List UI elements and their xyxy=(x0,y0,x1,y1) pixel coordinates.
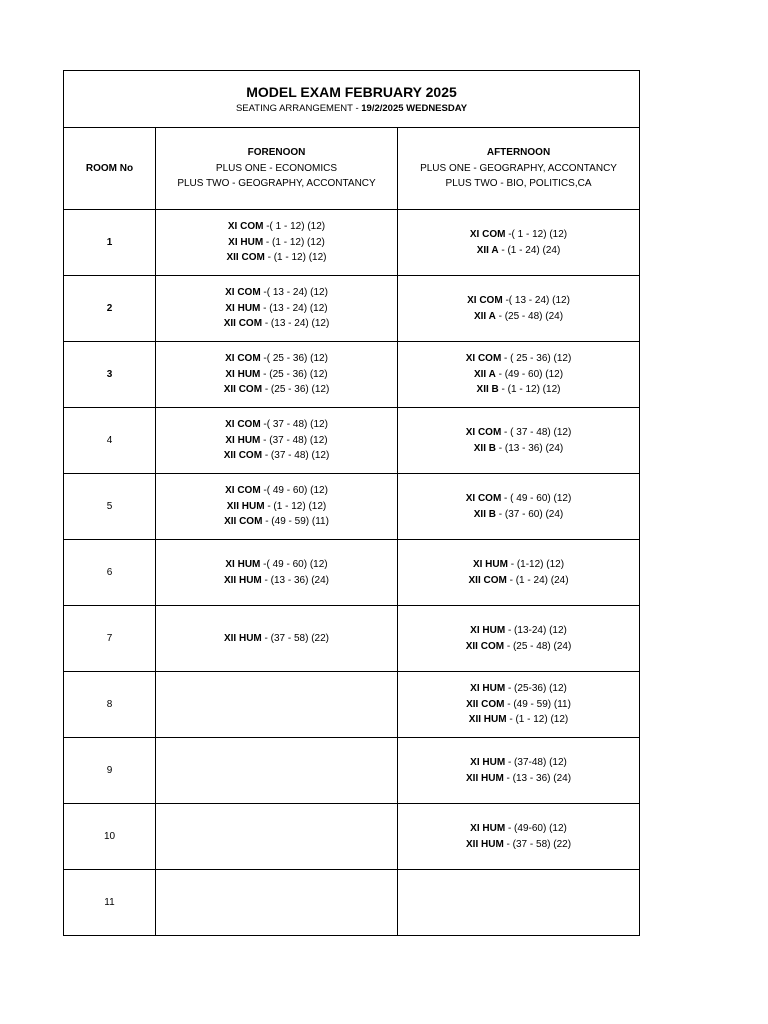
class-name: XI HUM xyxy=(472,559,508,570)
seat-range: -( 13 - 24) (12) xyxy=(502,295,570,306)
class-name: XII COM xyxy=(466,698,505,710)
seat-range: - (1 - 24) (24) xyxy=(506,574,569,586)
allocation-line xyxy=(402,697,635,713)
seat-range: - (1 - 12) (12) xyxy=(264,500,327,512)
afternoon-line2: PLUS TWO - BIO, POLITICS,CA xyxy=(445,178,592,190)
room-row xyxy=(64,474,640,540)
class-name: XI HUM xyxy=(225,434,261,446)
forenoon-allocation-cell xyxy=(156,804,398,870)
seat-range: - (1 - 12) (12) xyxy=(506,714,569,726)
class-name: XII HUM xyxy=(223,632,262,644)
allocation-line xyxy=(402,243,635,259)
room-number: 7 xyxy=(64,606,156,672)
room-number: 5 xyxy=(64,474,156,540)
room-row xyxy=(64,408,640,474)
allocation-line xyxy=(402,382,635,398)
room-number: 9 xyxy=(64,738,156,804)
afternoon-allocation-cell xyxy=(398,342,640,408)
forenoon-allocation-cell xyxy=(156,672,398,738)
seat-range: - (1 - 12) (12) xyxy=(264,252,327,264)
seat-range: - (13 - 24) (12) xyxy=(260,302,328,314)
afternoon-allocation-cell xyxy=(398,276,640,342)
forenoon-allocation-cell xyxy=(156,276,398,342)
forenoon-allocation-cell xyxy=(156,606,398,672)
class-name: XII HUM xyxy=(466,838,504,850)
seat-range: - (13 - 36) (24) xyxy=(261,574,330,586)
afternoon-allocation-cell xyxy=(398,408,640,474)
forenoon-allocation-cell xyxy=(156,870,398,936)
room-row xyxy=(64,342,640,408)
class-name: XII B xyxy=(473,442,496,454)
room-number: 4 xyxy=(64,408,156,474)
forenoon-allocation-cell xyxy=(156,342,398,408)
seat-range: - (37 - 60) (24) xyxy=(496,508,564,520)
forenoon-label: FORENOON xyxy=(247,147,306,159)
header-room: ROOM No xyxy=(64,128,156,210)
room-row xyxy=(64,540,640,606)
room-number: 2 xyxy=(64,276,156,342)
allocation-line xyxy=(160,285,393,301)
class-name: XII COM xyxy=(226,252,265,264)
room-number: 1 xyxy=(64,210,156,276)
forenoon-allocation-cell xyxy=(156,738,398,804)
class-name: XI HUM xyxy=(225,559,261,570)
class-name: XII A xyxy=(473,310,496,322)
allocation-line xyxy=(160,367,393,383)
class-name: XI COM xyxy=(225,485,261,497)
seating-table xyxy=(63,70,640,936)
afternoon-allocation-cell xyxy=(398,606,640,672)
class-name: XII A xyxy=(476,244,499,256)
class-name: XI COM xyxy=(225,353,261,365)
allocation-line xyxy=(402,309,635,325)
class-name: XII HUM xyxy=(466,772,504,784)
allocation-line xyxy=(402,623,635,639)
afternoon-line1: PLUS ONE - GEOGRAPHY, ACCONTANCY xyxy=(420,162,617,174)
forenoon-allocation-cell xyxy=(156,210,398,276)
allocation-line xyxy=(402,491,635,507)
exam-subtitle xyxy=(68,102,635,116)
room-number: 10 xyxy=(64,804,156,870)
forenoon-allocation-cell xyxy=(156,408,398,474)
afternoon-allocation-cell xyxy=(398,738,640,804)
allocation-line xyxy=(160,514,393,530)
class-name: XI COM xyxy=(225,287,261,299)
afternoon-allocation-cell xyxy=(398,672,640,738)
allocation-line xyxy=(402,837,635,853)
seat-range: - ( 25 - 36) (12) xyxy=(501,353,572,365)
room-row xyxy=(64,672,640,738)
seat-range: - (25 - 48) (24) xyxy=(504,640,572,652)
seat-range: - (25 - 36) (12) xyxy=(262,384,330,396)
seat-range: - ( 37 - 48) (12) xyxy=(501,427,572,438)
class-name: XII B xyxy=(473,508,496,520)
allocation-line xyxy=(160,382,393,398)
allocation-line xyxy=(160,433,393,449)
allocation-line xyxy=(160,250,393,266)
class-name: XI HUM xyxy=(225,302,261,314)
class-name: XI COM xyxy=(467,295,503,306)
room-row xyxy=(64,210,640,276)
afternoon-allocation-cell xyxy=(398,870,640,936)
room-row xyxy=(64,738,640,804)
room-row xyxy=(64,804,640,870)
class-name: XII HUM xyxy=(226,500,265,512)
class-name: XII B xyxy=(476,384,499,396)
seat-range: - (25 - 36) (12) xyxy=(260,368,328,380)
class-name: XII COM xyxy=(465,640,505,652)
allocation-line xyxy=(160,219,393,235)
afternoon-allocation-cell xyxy=(398,474,640,540)
seat-range: - (37 - 58) (22) xyxy=(503,838,572,850)
seat-range: -( 13 - 24) (12) xyxy=(260,287,328,299)
room-number: 11 xyxy=(64,870,156,936)
afternoon-allocation-cell xyxy=(398,540,640,606)
seat-range: -( 1 - 12) (12) xyxy=(263,221,326,233)
seat-range: - (37 - 48) (12) xyxy=(262,450,330,462)
allocation-line xyxy=(160,235,393,251)
class-name: XII A xyxy=(473,368,496,380)
seat-range: -( 49 - 60) (12) xyxy=(260,485,328,497)
class-name: XI COM xyxy=(225,419,261,431)
room-row xyxy=(64,870,640,936)
afternoon-label: AFTERNOON xyxy=(486,147,551,159)
class-name: XI HUM xyxy=(225,368,261,380)
header-row xyxy=(64,128,640,210)
seat-range: -( 1 - 12) (12) xyxy=(505,229,568,240)
class-name: XI HUM xyxy=(470,757,506,768)
seat-range: - (37-48) (12) xyxy=(505,757,567,768)
class-name: XII COM xyxy=(468,574,507,586)
class-name: XI COM xyxy=(465,427,502,438)
seat-range: - (37 - 48) (12) xyxy=(260,434,328,446)
allocation-line xyxy=(160,499,393,515)
allocation-line xyxy=(160,631,393,647)
allocation-line xyxy=(402,557,635,573)
allocation-line xyxy=(402,639,635,655)
class-name: XI HUM xyxy=(470,625,506,636)
seat-range: - (1 - 12) (12) xyxy=(263,236,325,248)
allocation-line xyxy=(160,351,393,367)
allocation-line xyxy=(402,293,635,309)
seat-range: - (49 - 59) (11) xyxy=(504,698,571,710)
seat-range: -( 25 - 36) (12) xyxy=(260,353,328,365)
allocation-line xyxy=(402,507,635,523)
room-number: 6 xyxy=(64,540,156,606)
allocation-line xyxy=(160,448,393,464)
allocation-line xyxy=(402,755,635,771)
allocation-line xyxy=(402,441,635,457)
room-number: 3 xyxy=(64,342,156,408)
allocation-line xyxy=(402,712,635,728)
class-name: XII HUM xyxy=(468,714,507,726)
class-name: XI COM xyxy=(465,493,502,504)
allocation-line xyxy=(160,316,393,332)
room-number: 8 xyxy=(64,672,156,738)
allocation-line xyxy=(402,227,635,243)
title-cell xyxy=(64,71,640,128)
header-forenoon xyxy=(156,128,398,210)
allocation-line xyxy=(402,821,635,837)
seat-range: - (13-24) (12) xyxy=(505,625,567,636)
subtitle-prefix: SEATING ARRANGEMENT - xyxy=(235,103,362,114)
forenoon-line1: PLUS ONE - ECONOMICS xyxy=(215,162,338,174)
header-afternoon xyxy=(398,128,640,210)
class-name: XII COM xyxy=(224,516,263,528)
class-name: XI HUM xyxy=(470,823,506,834)
subtitle-date: 19/2/2025 WEDNESDAY xyxy=(361,103,468,114)
allocation-line xyxy=(160,301,393,317)
seat-range: - (1 - 12) (12) xyxy=(498,384,561,396)
class-name: XI COM xyxy=(227,221,264,233)
class-name: XII COM xyxy=(223,384,263,396)
seat-range: - (49-60) (12) xyxy=(505,823,567,834)
allocation-line xyxy=(402,681,635,697)
seat-range: - (37 - 58) (22) xyxy=(261,632,330,644)
afternoon-allocation-cell xyxy=(398,804,640,870)
class-name: XI COM xyxy=(469,229,506,240)
class-name: XI HUM xyxy=(470,683,506,695)
class-name: XI HUM xyxy=(228,236,264,248)
class-name: XII COM xyxy=(223,318,263,330)
room-row xyxy=(64,606,640,672)
seat-range: - (49 - 60) (12) xyxy=(495,368,564,380)
afternoon-allocation-cell xyxy=(398,210,640,276)
room-row xyxy=(64,276,640,342)
seat-range: - (13 - 36) (24) xyxy=(496,442,564,454)
exam-title: MODEL EXAM FEBRUARY 2025 xyxy=(246,84,457,100)
class-name: XII COM xyxy=(223,450,263,462)
seat-range: - ( 49 - 60) (12) xyxy=(501,493,572,504)
allocation-line xyxy=(402,771,635,787)
seat-range: - (25 - 48) (24) xyxy=(495,310,564,322)
seat-range: - (49 - 59) (11) xyxy=(262,516,329,528)
class-name: XII HUM xyxy=(223,574,262,586)
forenoon-allocation-cell xyxy=(156,474,398,540)
seat-range: - (1 - 24) (24) xyxy=(498,244,561,256)
seat-range: - (1-12) (12) xyxy=(507,559,565,570)
seat-range: - (25-36) (12) xyxy=(505,683,567,695)
seat-range: -( 37 - 48) (12) xyxy=(260,419,328,431)
allocation-line xyxy=(160,573,393,589)
allocation-line xyxy=(402,573,635,589)
seat-range: - (13 - 36) (24) xyxy=(503,772,572,784)
allocation-line xyxy=(160,557,393,573)
forenoon-allocation-cell xyxy=(156,540,398,606)
allocation-line xyxy=(402,367,635,383)
class-name: XI COM xyxy=(465,353,502,365)
forenoon-line2: PLUS TWO - GEOGRAPHY, ACCONTANCY xyxy=(177,178,376,190)
allocation-line xyxy=(160,417,393,433)
seat-range: -( 49 - 60) (12) xyxy=(260,559,328,570)
seat-range: - (13 - 24) (12) xyxy=(262,318,330,330)
allocation-line xyxy=(160,483,393,499)
allocation-line xyxy=(402,425,635,441)
allocation-line xyxy=(402,351,635,367)
